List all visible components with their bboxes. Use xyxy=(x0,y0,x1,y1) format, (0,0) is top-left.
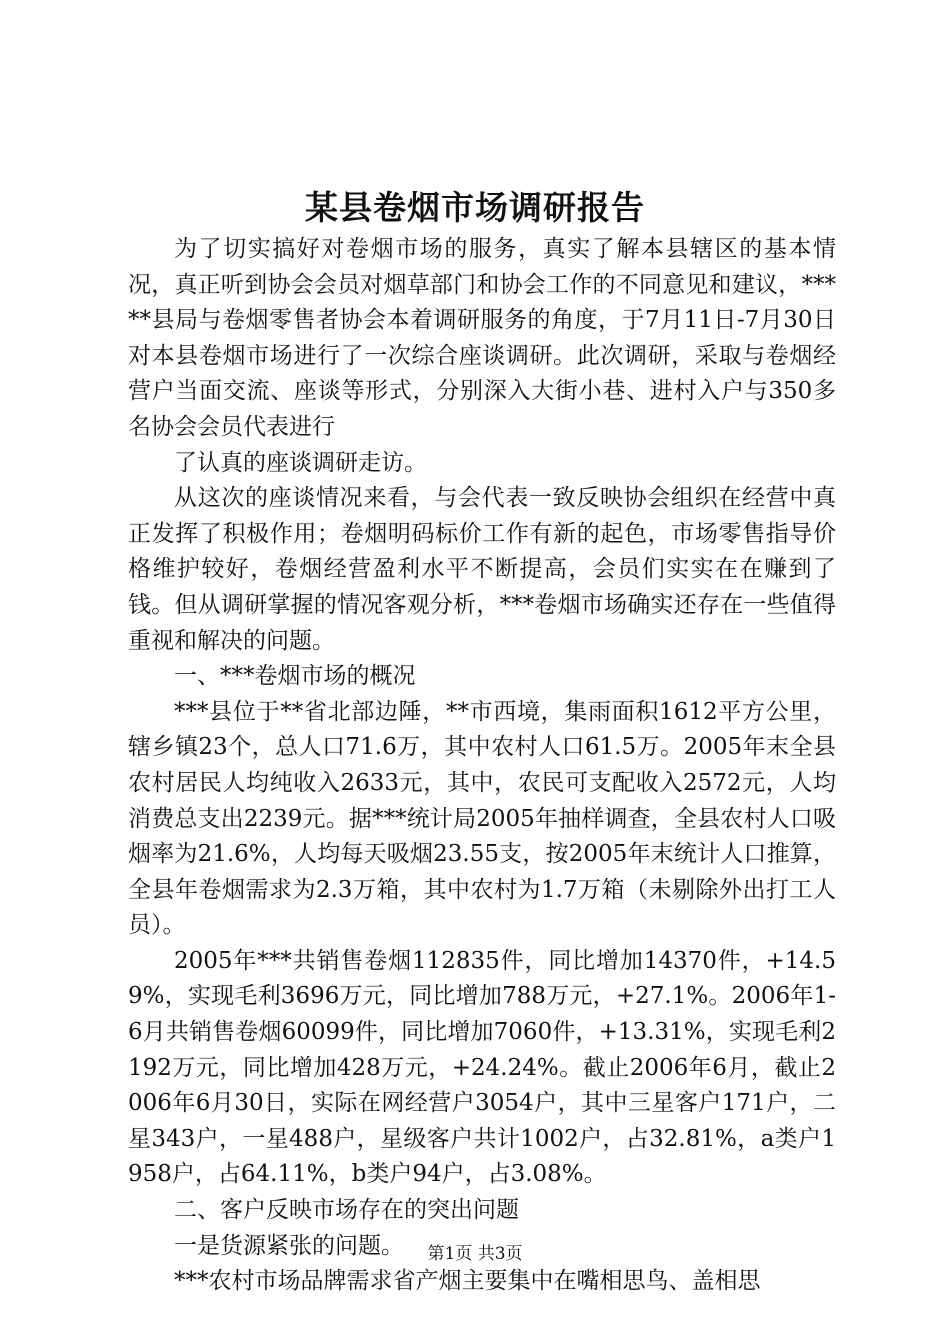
section-heading-overview: 一、***卷烟市场的概况 xyxy=(174,663,416,690)
document-title: 某县卷烟市场调研报告 xyxy=(305,188,645,227)
paragraph-intro: 为了切实搞好对卷烟市场的服务，真实了解本县辖区的基本情况，真正听到协会会员对烟草部门和协会工作的不同意见和建议，*****县局与卷烟零售者协会本着调研服务的角度，于7月11日-7月30日对本县卷烟市场进行了一次综合座谈调研。此次调研，采取与卷烟经营户当面交流、座谈等形式，分别深入大街小巷、进村入户与350多名协会会员代表进行 xyxy=(128,236,836,440)
paragraph-county-stats: ***县位于**省北部边陲，**市西境，集雨面积1612平方公里，辖乡镇23个，总人口71.6万，其中农村人口61.5万。2005年末全县农村居民人均纯收入2633元，其中，农民可支配收入2572元，人均消费总支出2239元。据***统计局2005年抽样调查，全县农村人口吸烟率为21.6%，人均每天吸烟23.55支，按2005年末统计人口推算，全县年卷烟需求为2.3万箱，其中农村为1.7万箱（未剔除外出打工人员）。 xyxy=(128,698,836,939)
paragraph-brand-demand: ***农村市场品牌需求省产烟主要集中在嘴相思鸟、盖相思 xyxy=(174,1268,761,1295)
paragraph-intro-continued: 了认真的座谈调研走访。 xyxy=(174,449,427,476)
page-footer: 第1页 共3页 xyxy=(427,1244,523,1264)
document-body xyxy=(128,232,836,1300)
section-heading-problems: 二、客户反映市场存在的突出问题 xyxy=(174,1197,519,1224)
paragraph-findings: 从这次的座谈情况来看，与会代表一致反映协会组织在经营中真正发挥了积极作用；卷烟明码标价工作有新的起色，市场零售指导价格维护较好，卷烟经营盈利水平不断提高，会员们实实在在赚到了钱。但从调研掌握的情况客观分析，***卷烟市场确实还存在一些值得重视和解决的问题。 xyxy=(128,485,836,654)
subheading-supply-shortage: 一是货源紧张的问题。 xyxy=(174,1232,404,1259)
paragraph-sales-stats: 2005年***共销售卷烟112835件，同比增加14370件，+14.59%，实现毛利3696万元，同比增加788万元，+27.1%。2006年1-6月共销售卷烟60099件，同比增加7060件，+13.31%，实现毛利2192万元，同比增加428万元，+24.24%。截止2006年6月，截止2006年6月30日，实际在网经营户3054户，其中三星客户171户，二星343户，一星488户，星级客户共计1002户，占32.81%，a类户1958户，占64.11%，b类户94户，占3.08%。 xyxy=(128,947,836,1188)
